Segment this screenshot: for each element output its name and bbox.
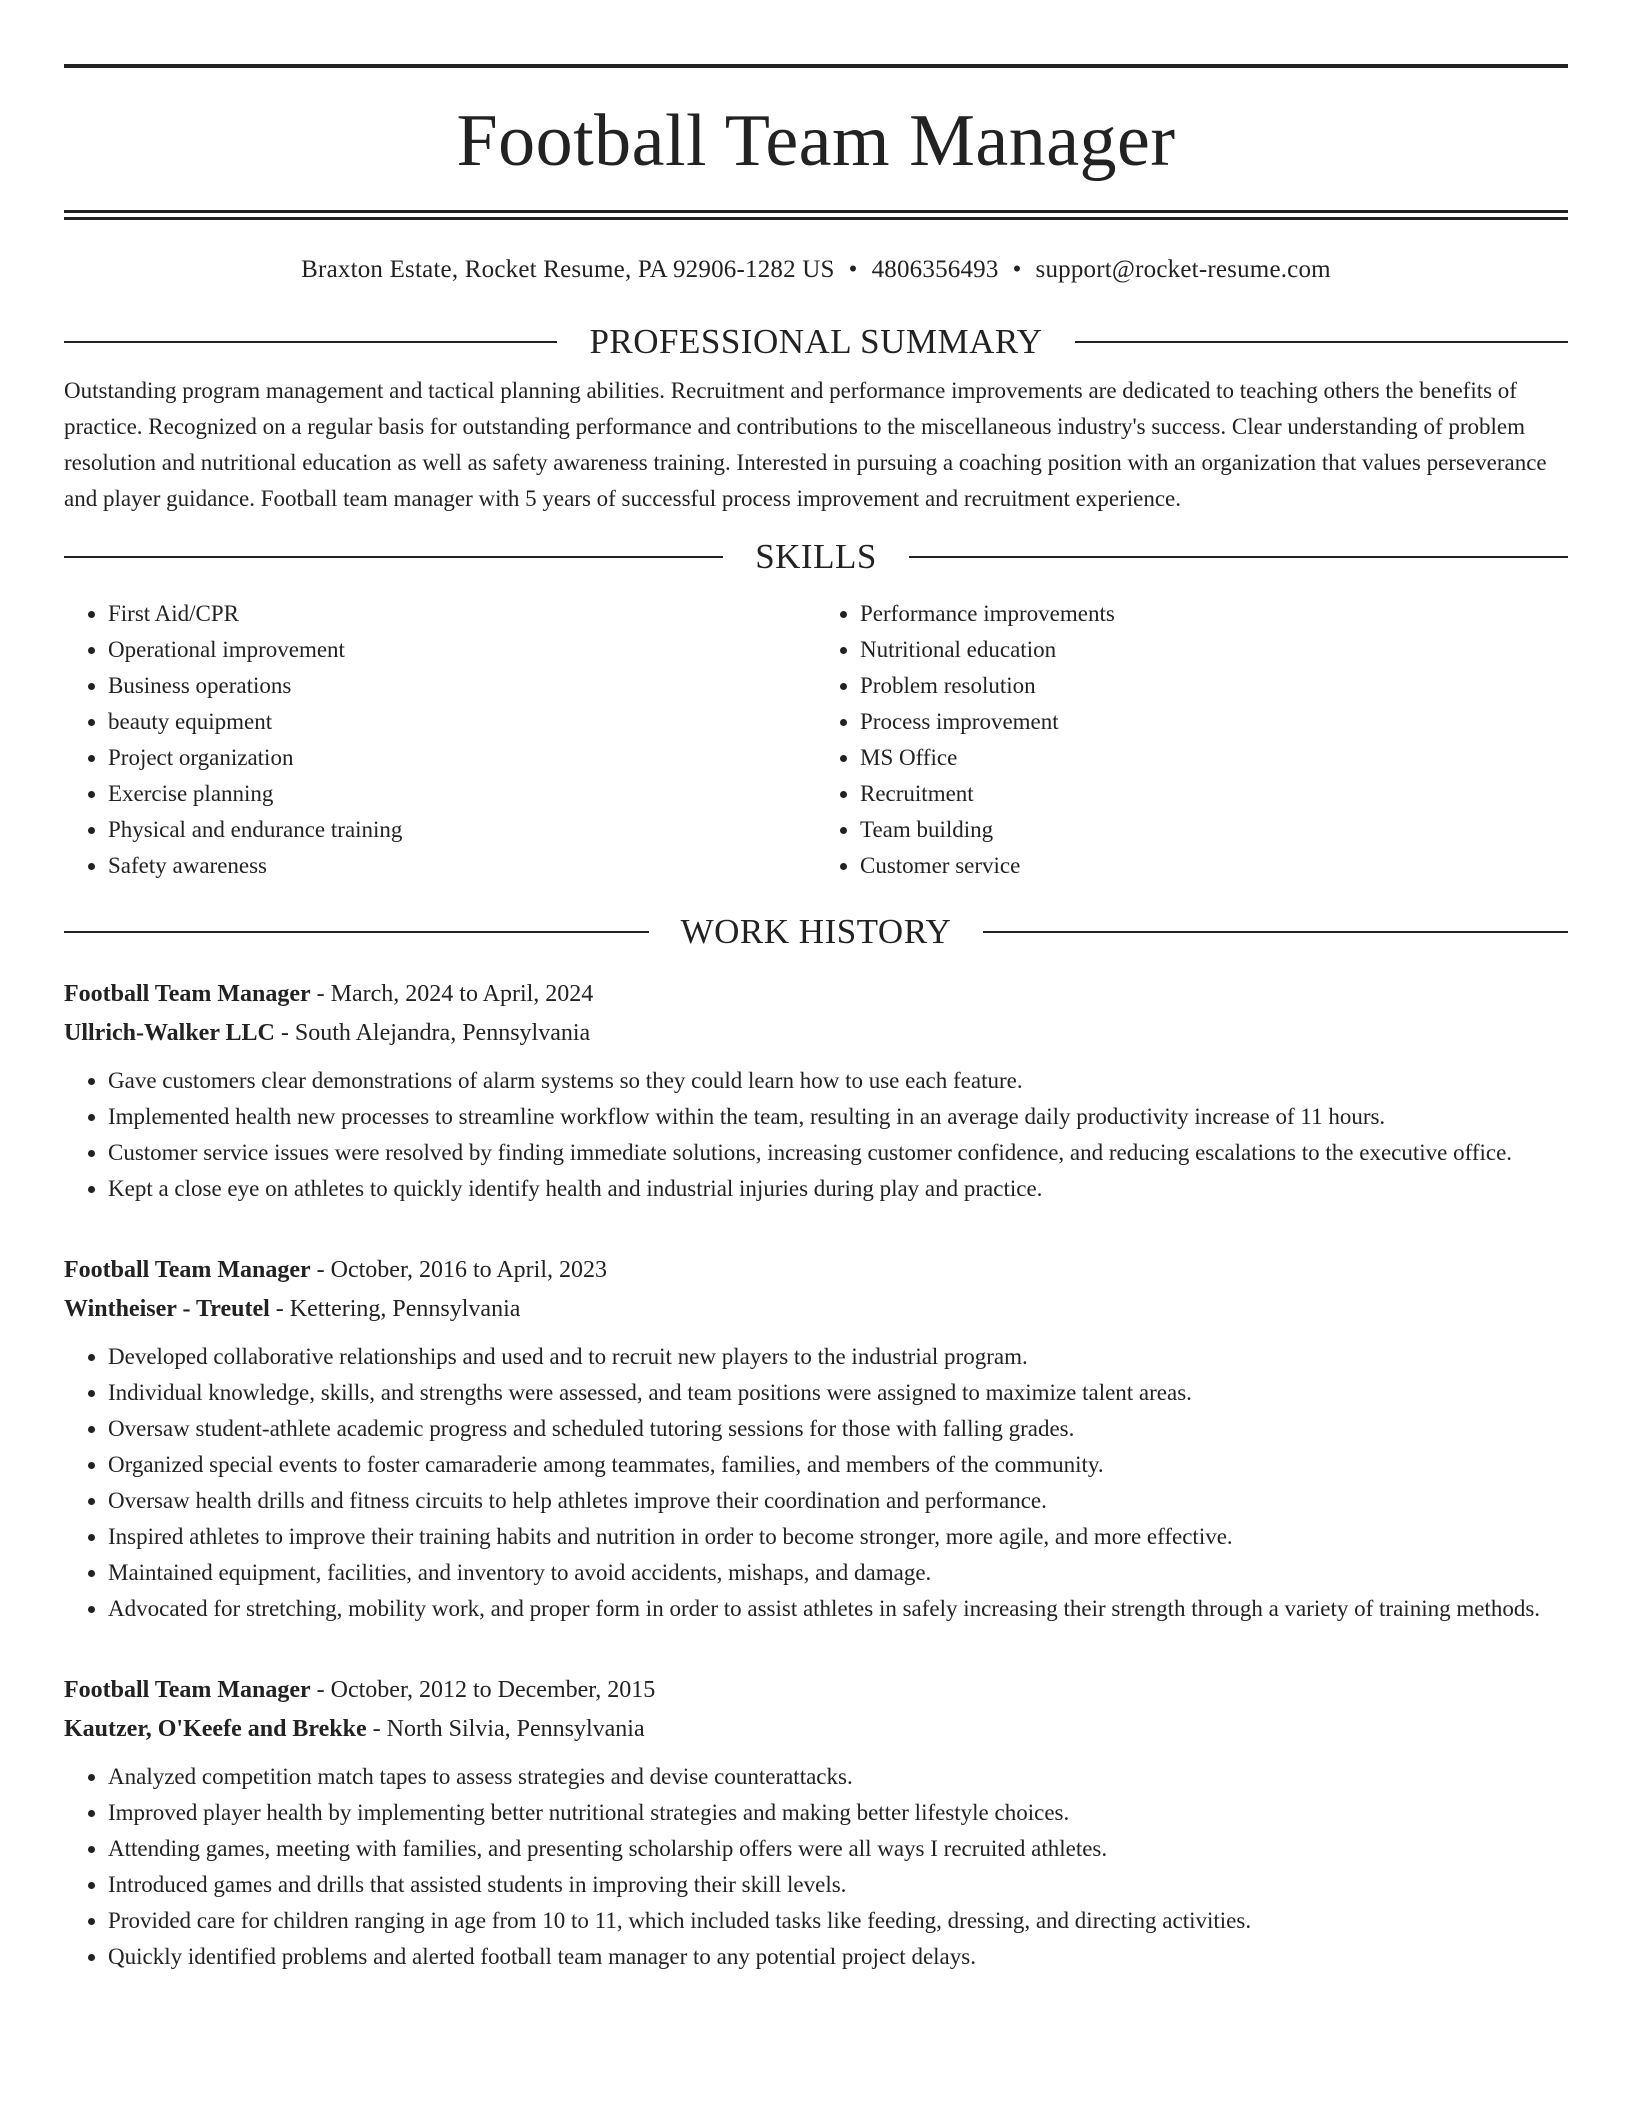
job-bullet: • Organized special events to foster camaraderie among teammates, families, and members of the community. xyxy=(108,1447,1568,1483)
skill-item: • Business operations xyxy=(108,668,816,704)
heading-rule-left xyxy=(64,931,649,933)
job-bullets xyxy=(64,1063,1568,1207)
job-title-line xyxy=(64,1251,1568,1290)
job-bullet: • Gave customers clear demonstrations of alarm systems so they could learn how to use each feature. xyxy=(108,1063,1568,1099)
heading-rule-right xyxy=(1075,341,1568,343)
summary-title: PROFESSIONAL SUMMARY xyxy=(589,322,1043,361)
job-bullet: • Attending games, meeting with families, and presenting scholarship offers were all ways I recruited athletes. xyxy=(108,1831,1568,1867)
contact-separator: • xyxy=(848,256,858,283)
job-entry xyxy=(64,1671,1568,1975)
job-bullet: • Advocated for stretching, mobility work, and proper form in order to assist athletes in safely increasing their strength through a variety of training methods. xyxy=(108,1591,1568,1627)
skill-item: • Team building xyxy=(860,812,1568,848)
skill-item: • Nutritional education xyxy=(860,632,1568,668)
skill-item: • Project organization xyxy=(108,740,816,776)
job-company-line xyxy=(64,1014,1568,1053)
job-role: Football Team Manager xyxy=(64,1677,311,1703)
job-company: Wintheiser - Treutel xyxy=(64,1296,270,1322)
skill-item: • First Aid/CPR xyxy=(108,596,816,632)
skill-item: • beauty equipment xyxy=(108,704,816,740)
work-heading xyxy=(64,914,1568,949)
contact-line xyxy=(64,256,1568,284)
skill-item: • Performance improvements xyxy=(860,596,1568,632)
heading-rule-left xyxy=(64,341,557,343)
job-dates: - October, 2016 to April, 2023 xyxy=(310,1257,607,1283)
heading-rule-right xyxy=(909,556,1568,558)
work-history-list xyxy=(64,975,1568,1975)
summary-heading xyxy=(64,324,1568,359)
contact-phone: 4806356493 xyxy=(871,256,999,283)
job-dates: - March, 2024 to April, 2024 xyxy=(310,981,594,1007)
job-bullet: • Oversaw student-athlete academic progress and scheduled tutoring sessions for those with falling grades. xyxy=(108,1411,1568,1447)
skill-item: • Exercise planning xyxy=(108,776,816,812)
job-bullet: • Implemented health new processes to streamline workflow within the team, resulting in an average daily productivity increase of 11 hours. xyxy=(108,1099,1568,1135)
summary-text: Outstanding program management and tactical planning abilities. Recruitment and performance improvements are dedicated to teaching others the benefits of practice. Recognized on a regular basis for outstanding performance and contributions to the miscellaneous industry's success. Clear understanding of problem resolution and nutritional education as well as safety awareness training. Interested in pursuing a coaching position with an organization that values perseverance and player guidance. Football team manager with 5 years of successful process improvement and recruitment experience. xyxy=(64,378,1547,511)
skill-item: • Problem resolution xyxy=(860,668,1568,704)
job-bullet: • Quickly identified problems and alerted football team manager to any potential project delays. xyxy=(108,1939,1568,1975)
job-location: - South Alejandra, Pennsylvania xyxy=(274,1020,591,1046)
job-entry xyxy=(64,975,1568,1207)
job-role: Football Team Manager xyxy=(64,1257,311,1283)
skills-list xyxy=(64,596,1568,884)
skill-item: • Operational improvement xyxy=(108,632,816,668)
job-title-line xyxy=(64,975,1568,1014)
job-bullets xyxy=(64,1339,1568,1627)
job-company: Ullrich-Walker LLC xyxy=(64,1020,275,1046)
skill-item: • MS Office xyxy=(860,740,1568,776)
skill-item: • Customer service xyxy=(860,848,1568,884)
skill-item: • Process improvement xyxy=(860,704,1568,740)
contact-separator: • xyxy=(1012,256,1022,283)
job-bullet: • Inspired athletes to improve their training habits and nutrition in order to become stronger, more agile, and more effective. xyxy=(108,1519,1568,1555)
job-bullet: • Kept a close eye on athletes to quickly identify health and industrial injuries during play and practice. xyxy=(108,1171,1568,1207)
job-bullet: • Oversaw health drills and fitness circuits to help athletes improve their coordination and performance. xyxy=(108,1483,1568,1519)
skill-item: • Physical and endurance training xyxy=(108,812,816,848)
job-bullet: • Individual knowledge, skills, and strengths were assessed, and team positions were assigned to maximize talent areas. xyxy=(108,1375,1568,1411)
job-dates: - October, 2012 to December, 2015 xyxy=(310,1677,656,1703)
resume-page xyxy=(64,64,1568,1975)
job-entry xyxy=(64,1251,1568,1627)
job-company: Kautzer, O'Keefe and Brekke xyxy=(64,1716,367,1742)
job-location: - Kettering, Pennsylvania xyxy=(269,1296,521,1322)
job-bullet: • Maintained equipment, facilities, and inventory to avoid accidents, mishaps, and damage. xyxy=(108,1555,1568,1591)
job-bullet: • Analyzed competition match tapes to assess strategies and devise counterattacks. xyxy=(108,1759,1568,1795)
heading-rule-right xyxy=(983,931,1568,933)
skills-column-right xyxy=(816,596,1568,884)
job-bullet: • Developed collaborative relationships and used and to recruit new players to the industrial program. xyxy=(108,1339,1568,1375)
job-location: - North Silvia, Pennsylvania xyxy=(366,1716,645,1742)
skills-heading xyxy=(64,539,1568,574)
skills-title: SKILLS xyxy=(755,537,877,576)
job-bullet: • Improved player health by implementing better nutritional strategies and making better lifestyle choices. xyxy=(108,1795,1568,1831)
heading-rule-left xyxy=(64,556,723,558)
job-bullet: • Introduced games and drills that assisted students in improving their skill levels. xyxy=(108,1867,1568,1903)
job-company-line xyxy=(64,1290,1568,1329)
top-rule xyxy=(64,64,1568,68)
double-rule xyxy=(64,210,1568,220)
work-title: WORK HISTORY xyxy=(680,912,952,951)
job-bullets xyxy=(64,1759,1568,1975)
candidate-name: Football Team Manager xyxy=(456,100,1176,182)
job-bullet: • Customer service issues were resolved by finding immediate solutions, increasing customer confidence, and reducing escalations to the executive office. xyxy=(108,1135,1568,1171)
contact-address: Braxton Estate, Rocket Resume, PA 92906-1282 US xyxy=(301,256,835,283)
skill-item: • Recruitment xyxy=(860,776,1568,812)
job-bullet: • Provided care for children ranging in age from 10 to 11, which included tasks like feeding, dressing, and directing activities. xyxy=(108,1903,1568,1939)
job-title-line xyxy=(64,1671,1568,1710)
skills-column-left xyxy=(64,596,816,884)
job-company-line xyxy=(64,1710,1568,1749)
job-role: Football Team Manager xyxy=(64,981,311,1007)
contact-email: support@rocket-resume.com xyxy=(1035,256,1331,283)
skill-item: • Safety awareness xyxy=(108,848,816,884)
